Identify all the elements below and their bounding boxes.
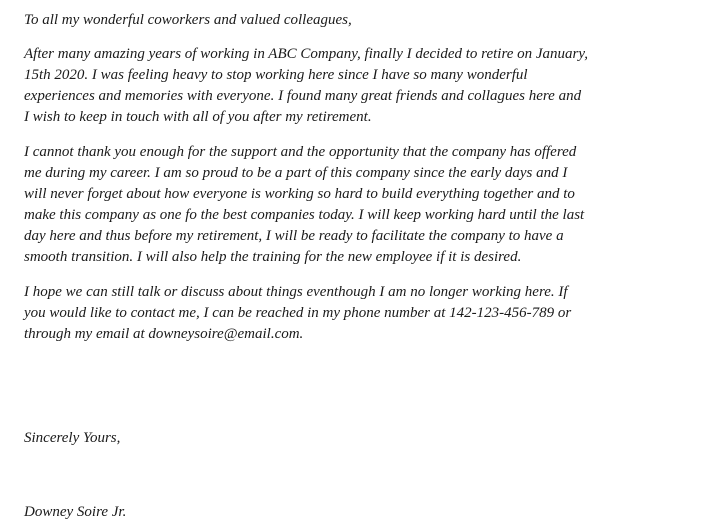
letter-greeting: To all my wonderful coworkers and valued colleagues,	[24, 12, 352, 28]
paragraph-line: me during my career. I am so proud to be a part of this company since the early days and I	[24, 165, 568, 181]
paragraph-line: After many amazing years of working in ABC Company, finally I decided to retire on January,	[24, 46, 588, 62]
paragraph-line: through my email at downeysoire@email.com.	[24, 326, 304, 342]
paragraph-line: I cannot thank you enough for the support and the opportunity that the company has offered	[24, 144, 577, 160]
paragraph-line: experiences and memories with everyone. I found many great friends and collagues here and	[24, 88, 582, 104]
paragraph-line: will never forget about how everyone is working so hard to build everything together and to	[24, 186, 575, 202]
paragraph-line: I wish to keep in touch with all of you after my retirement.	[24, 109, 372, 125]
paragraph-line: day here and thus before my retirement, I will be ready to facilitate the company to have a	[24, 228, 564, 244]
letter-closing: Sincerely Yours,	[24, 430, 121, 446]
paragraph-line: make this company as one fo the best companies today. I will keep working hard until the last	[24, 207, 585, 223]
paragraph-line: you would like to contact me, I can be reached in my phone number at 142-123-456-789 or	[24, 305, 572, 321]
paragraph-line: 15th 2020. I was feeling heavy to stop working here since I have so many wonderful	[24, 67, 528, 83]
letter-body	[24, 10, 684, 520]
letter-paragraph-3	[24, 282, 684, 345]
letter-signature: Downey Soire Jr.	[24, 504, 127, 520]
paragraph-line: I hope we can still talk or discuss about things eventhough I am no longer working here. If	[24, 284, 568, 300]
paragraph-line: smooth transition. I will also help the training for the new employee if it is desired.	[24, 249, 522, 265]
letter-paragraph-2	[24, 142, 684, 268]
letter-paragraph-1	[24, 44, 684, 128]
